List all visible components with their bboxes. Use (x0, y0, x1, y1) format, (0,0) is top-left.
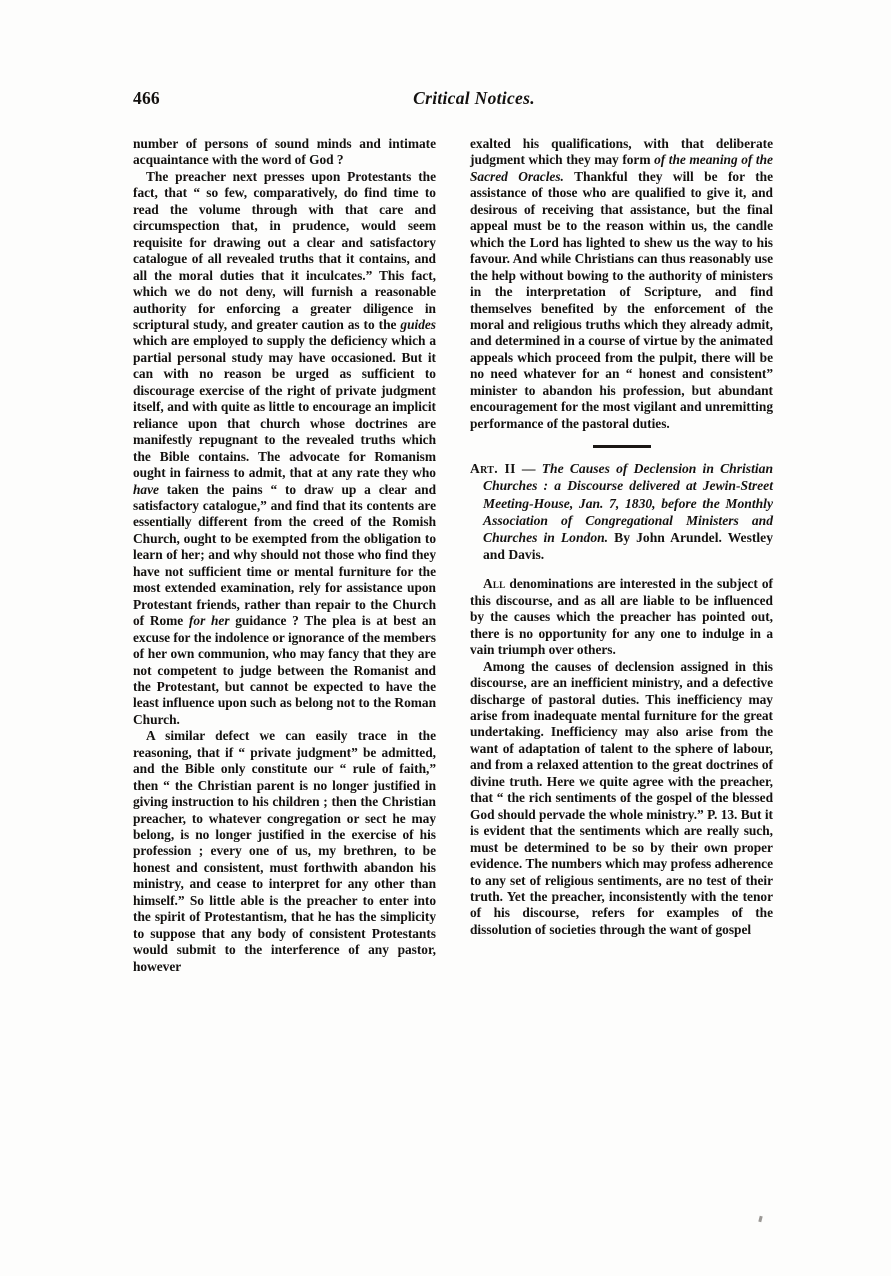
para-text-part: guidance ? The plea is at best an excuse for the indolence or ignorance of the members of her own communion, who may fancy that they are not competent to judge between the Romanist and the Protestant, but cannot be expected to have the least influence upon such as belong not to the Roman Church. (133, 613, 437, 727)
paragraph-similar-defect: A similar defect we can easily trace in the reasoning, that if “ private judgment” be admitted, and the Bible only constitute our “ rule of faith,” then “ the Christian parent is no longer justified in giving instruction to his children ; then the Christian preacher, to whatever congregation or sect he may belong, is no longer justified in the exercise of his profession ; every one of us, my brethren, to be honest and consistent, must forthwith abandon his ministry, and cease to interpret for any other than himself.” So little able is the preacher to enter into the spirit of Protestantism, that he has the simplicity to suppose that any body of consistent Protestants would submit to the interference of any pastor, however (133, 728, 436, 974)
section-divider-rule (593, 445, 651, 448)
para-text-part: The preacher next presses upon Protestants the fact, that “ so few, comparatively, do find time to read the volume through with that care and circumspection that, in prudence, would seem requisite for drawing out a clear and satisfactory catalogue of all revealed truths that it contains, and all the moral duties that it inculcates.” This fact, which we do not deny, will furnish a reasonable authority for enforcing a greater diligence in scriptural study, and greater caution as to the (133, 168, 436, 332)
article-title: The Causes of Declension in Christian Churches : a Discourse delivered at Jewin-Street Meeting-House, Jan. 7, 1830, before the Monthly Association of Congregational Ministers and Churches in London. (483, 461, 774, 545)
para-text-part: taken the pains “ to draw up a clear and satisfactory catalogue,” and find that its contents are essentially different from the creed of the Romish Church, ought to be exempted from the obligation to learn of her; and why should not those who find they have not sufficient time or mental furniture for the most extended examination, rely for assistance upon Protestant friends, rather than repair to the Church of Rome (133, 481, 436, 629)
running-head-title: Critical Notices. (413, 88, 535, 108)
article-dash: — (515, 461, 542, 477)
article-label: Art. II (470, 461, 516, 477)
emphasis-sacred-oracles: of the meaning of the Sacred Oracles. (470, 152, 773, 184)
para-text-part: Thankful they will be for the assistance of those who are qualified to give it, and desirous of receiving that assistance, but the final appeal must be to the reason within us, the candle which the Lord has lighted to shew us the way to his favour. And while Christians can thus reasonably use the help without bowing to the authority of ministers in the interpretation of Scripture, and find themselves benefited by the enforcement of the moral and religious truths which they already admit, and determined in a course of virtue by the animated appeals which proceed from the pulpit, there will be no need whatever for an “ honest and consistent” minister to abandon his profession, but abundant encouragement for the most vigilant and unremitting performance of the pastoral duties. (470, 168, 774, 431)
page-number: 466 (133, 88, 160, 108)
para-text-part: exalted his qualifications, with that deliberate judgment which they may form (470, 136, 773, 168)
paragraph-among-the-causes: Among the causes of declension assigned in this discourse, are an inefficient ministry, and a defective discharge of pastoral duties. This inefficiency may arise from inadequate mental furniture for the great undertaking. Inefficiency may also arise from the want of adaptation of talent to the sphere of labour, and from a relaxed attention to the great doctrines of divine truth. Here we quite agree with the preacher, that “ the rich sentiments of the gospel of the blessed God should pervade the whole ministry.” P. 13. But it is evident that the sentiments which are really such, must be determined to be so by their own proper evidence. The numbers which may profess adherence to any set of religious sentiments, are no test of their truth. Yet the preacher, inconsistently with the tenor of his discourse, refers for examples of the dissolution of societies through the want of gospel (470, 658, 773, 937)
running-head (133, 88, 773, 122)
left-column (133, 136, 436, 975)
lead-smallcaps-all: All (483, 576, 506, 592)
emphasis-guides: guides (400, 316, 436, 332)
article-imprint: By John Arundel. Westley and Davis. (483, 529, 773, 563)
emphasis-have: have (133, 481, 159, 497)
para-text-part: denominations are interested in the subject of this discourse, and as all are liable to be influenced by the causes which the preacher has pointed out, there is no opportunity for any one to indulge in a vain triumph over others. (470, 576, 773, 658)
emphasis-for-her: for her (188, 613, 230, 629)
paragraph-preacher-presses (133, 169, 436, 728)
two-column-body (133, 136, 773, 975)
paragraph-exalted-qualifications (470, 136, 773, 432)
paragraph-continued: number of persons of sound minds and intimate acquaintance with the word of God ? (133, 136, 436, 168)
paragraph-all-denominations (470, 576, 773, 658)
article-heading (470, 460, 773, 563)
page-content (133, 88, 773, 975)
para-text-part: which are employed to supply the deficiency which a partial personal study may have occasioned. But it can with no reason be urged as sufficient to discourage exercise of the right of private judgment itself, and with quite as little to encourage an implicit reliance upon that church whose doctrines are manifestly repugnant to the revealed truths which the Bible contains. The advocate for Romanism ought in fairness to admit, that at any rate they who (133, 333, 436, 481)
right-column (470, 136, 773, 938)
